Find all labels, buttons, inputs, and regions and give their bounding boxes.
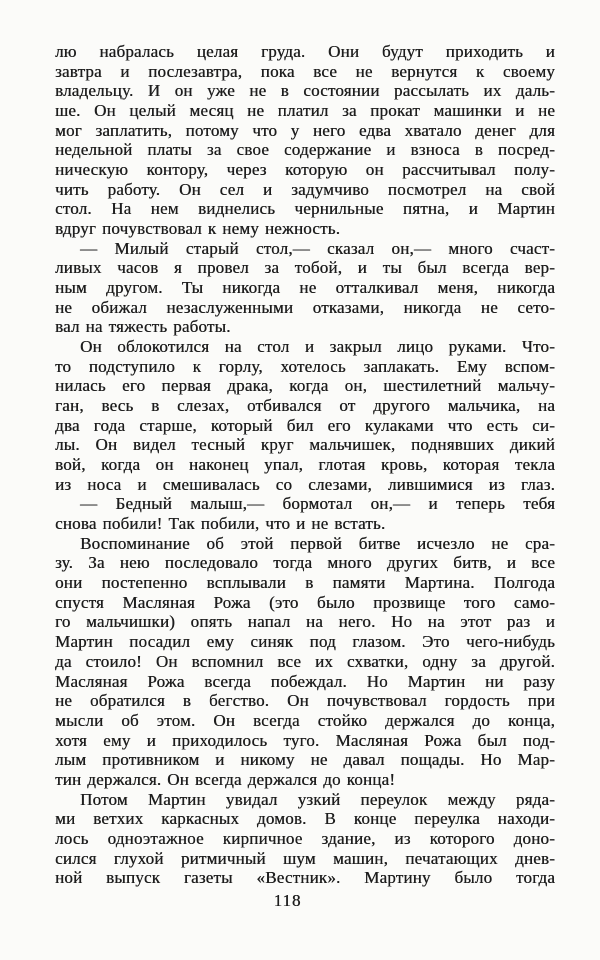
text-line: то подступило к горлу, хотелось заплакать. Ему вспом- [55, 356, 555, 376]
text-line: чить работу. Он сел и задумчиво посмотрел на свой [55, 179, 555, 199]
paragraph [55, 239, 555, 337]
text-line: лось одноэтажное кирпичное здание, из которого доно- [55, 828, 555, 848]
text-line: ническую контору, через которую он рассчитывал полу- [55, 160, 555, 180]
text-line: ной выпуск газеты «Вестник». Мартину было тогда [55, 868, 555, 888]
text-line: из носа и смешивалась со слезами, лившимися из глаз. [55, 474, 555, 494]
paragraph [55, 534, 555, 790]
text-line: ливых часов я провел за тобой, и ты был всегда вер- [55, 258, 555, 278]
text-line: Он облокотился на стол и закрыл лицо руками. Что- [80, 337, 555, 357]
text-line: Воспоминание об этой первой битве исчезло не сра- [80, 533, 555, 553]
text-line: лы. Он видел тесный круг мальчишек, поднявших дикий [55, 435, 555, 455]
text-line: ше. Он целый месяц не платил за прокат машинки и не [55, 101, 555, 121]
text-line: завтра и послезавтра, пока все не вернутся к своему [55, 61, 555, 81]
paragraph [55, 42, 555, 239]
text-line: лю набралась целая груда. Они будут приходить и [55, 42, 555, 61]
text-line: Потом Мартин увидал узкий переулок между ряда- [80, 789, 555, 809]
paragraph [55, 337, 555, 494]
text-line: недельной платы за свое содержание и взноса в посред- [55, 140, 555, 160]
text-line: зу. За нею последовало тогда много других битв, и все [55, 553, 555, 573]
text-line: снова побили! Так побили, что и не встать. [55, 514, 386, 534]
text-line: Мартин посадил ему синяк под глазом. Это чего-нибудь [55, 632, 555, 652]
text-line: они постепенно всплывали в памяти Мартина. Полгода [55, 573, 555, 593]
text-line: тин держался. Он всегда держался до конца! [55, 769, 396, 789]
page-number: 118 [273, 891, 302, 910]
paragraph [55, 494, 555, 533]
text-line: Масляная Рожа всегда побеждал. Но Мартин ни разу [55, 671, 555, 691]
text-line: хотя ему и приходилось туго. Масляная Рожа был под- [55, 730, 555, 750]
paragraph [55, 790, 555, 888]
text-line: спустя Масляная Рожа (это было прозвище того само- [55, 592, 555, 612]
text-line: го мальчишки) опять напал на него. Но на этот раз и [55, 612, 555, 632]
text-line: сился глухой ритмичный шум машин, печатающих днев- [55, 848, 555, 868]
text-line: стол. На нем виднелись чернильные пятна, и Мартин [55, 199, 555, 219]
text-line: ган, весь в слезах, отбивался от другого мальчика, на [55, 396, 555, 416]
text-line: — Бедный малыш,— бормотал он,— и теперь тебя [80, 494, 555, 514]
text-line: не обратился в бегство. Он почувствовал гордость при [55, 691, 555, 711]
text-line: мысли об этом. Он всегда стойко держался до конца, [55, 710, 555, 730]
text-line: вал на тяжесть работы. [55, 317, 231, 337]
text-line: мог заплатить, потому что у него едва хватало денег для [55, 120, 555, 140]
text-line: вдруг почувствовал к нему нежность. [55, 219, 341, 239]
text-line: вой, когда он наконец упал, глотая кровь, которая текла [55, 455, 555, 475]
text-block [55, 42, 555, 888]
text-line: да стоило! Он вспомнил все их схватки, одну за другой. [55, 651, 555, 671]
text-line: лым противником и никому не давал пощады. Но Мар- [55, 750, 555, 770]
text-line: ным другом. Ты никогда не отталкивал меня, никогда [55, 278, 555, 298]
text-line: владельцу. И он уже не в состоянии рассылать их даль- [55, 81, 555, 101]
text-line: ми ветхих каркасных домов. В конце переулка находи- [55, 809, 555, 829]
text-line: два года старше, который бил его кулаками что есть си- [55, 415, 555, 435]
text-line: не обижал незаслуженными отказами, никогда не сето- [55, 297, 555, 317]
text-line: нилась его первая драка, когда он, шестилетний мальчу- [55, 376, 555, 396]
text-line: — Милый старый стол,— сказал он,— много счаст- [80, 238, 555, 258]
